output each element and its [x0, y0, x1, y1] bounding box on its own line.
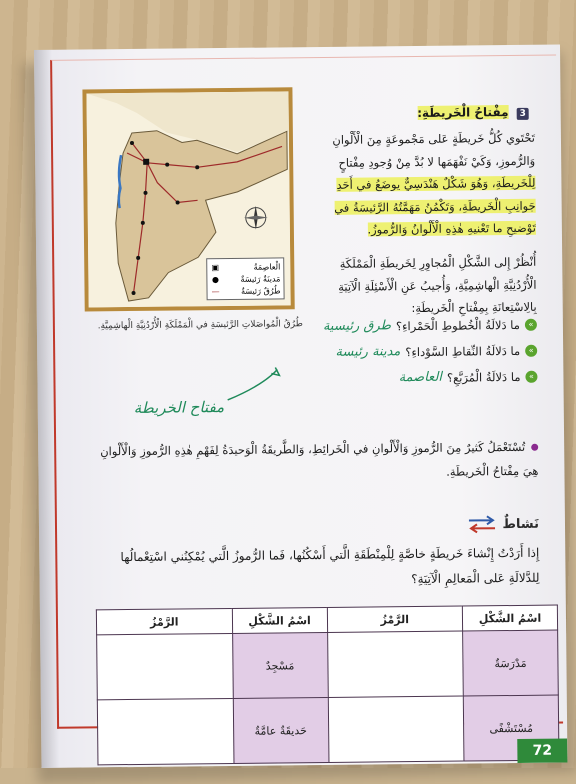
highlighted-line: تَوْضيحِ ما تَعْنيهِ هٰذِهِ الْأَلْوانُ وَالرُّموزُ. [367, 220, 536, 237]
table-header: الرَّمْزُ [327, 606, 463, 632]
map-caption: طُرُقُ الْمُواصَلاتِ الرَّئيسَةِ في الْمَمْلَكَةِ الْأُرْدُنِيَّةِ الْهاشِمِيَّةِ. [97, 319, 303, 332]
summary-bullet-icon [531, 444, 538, 451]
legend-label-capital: الْعاصِمَةُ [253, 261, 281, 272]
question-text: ما دَلالَةُ الْخُطوطِ الْحَمْراءِ؟ [395, 317, 520, 333]
legend-label-city: مَدينَةٌ رَئيسَةٌ [240, 273, 281, 284]
activity-arrows-icon [466, 515, 496, 533]
section-heading [305, 105, 529, 122]
summary-line: تُسْتَعْمَلُ كَثيرٌ مِنَ الرُّموزِ وَالْأَلْوانِ في الْخَرائِطِ، وَالطَّريقَةُ الْوَحيدَةُ لِفَهْمِ هٰذِهِ الرُّموزِ وَالْأَلْوانِ [100, 439, 526, 459]
paragraph-line: وَالرُّموزِ، وَكَيْ نَفْهَمَها لا بُدَّ مِنْ وُجودِ مِفْتاحٍ [338, 153, 536, 170]
symbols-table [96, 605, 560, 766]
section-title: مِفْتاحُ الْخَريطَةِ: [417, 105, 509, 120]
activity-line: لِلدَّلالَةِ عَلى الْمَعالِمِ الْآتِيَةِ؟ [411, 570, 540, 587]
shape-name-cell: مَدْرَسَةٌ [463, 630, 559, 696]
table-header: اسْمُ الشَّكْلِ [232, 607, 327, 633]
paragraph-line: بِالِاسْتِعانَةِ بِمِفْتاحِ الْخَريطَةِ: [411, 299, 537, 316]
symbol-cell [97, 633, 233, 699]
table-row [97, 630, 559, 700]
textbook-page [34, 44, 567, 767]
instruction-paragraph [304, 251, 537, 321]
section-number: 3 [517, 108, 529, 120]
question-bullet-icon: » [525, 344, 537, 356]
paragraph-line: تَحْتَوي كُلُّ خَريطَةٍ عَلى مَجْموعَةٍ مِنَ الْأَلْوانِ [332, 130, 536, 147]
highlighted-line: لِلْخَريطَةِ، وَهُوَ شَكْلٌ هَنْدَسِيٌّ يوضَعُ في أَحَدِ [336, 175, 536, 192]
city-dot-icon: ● [211, 274, 219, 284]
handwritten-answer: طرق رئيسية [322, 318, 392, 334]
handwritten-map-key-label: مفتاح الخريطة [133, 398, 225, 417]
capital-square-icon: ▣ [211, 262, 220, 272]
symbol-cell [327, 631, 463, 697]
table-row [97, 695, 559, 765]
shape-name-cell: مُسْتَشْفًى [463, 695, 559, 761]
legend-row-capital [210, 260, 280, 273]
activity-prompt [101, 541, 539, 596]
highlighted-line: جَوانِبِ الْخَريطَةِ، وَتَكْمُنُ مَهَمَّتُهُ الرَّئيسَةُ في [334, 198, 536, 215]
paragraph-line: أُنْظُرْ إِلى الشَّكْلِ الْمُجاوِرِ لِخَريطَةِ الْمَمْلَكَةِ [339, 254, 537, 271]
map-legend [206, 257, 284, 300]
definition-paragraph [303, 127, 536, 242]
table-header: الرَّمْزُ [96, 608, 232, 634]
summary-paragraph [98, 435, 538, 488]
activity-line: إِذا أَرَدْتُ إِنْشاءَ خَريطَةٍ خاصَّةٍ لِلْمِنْطَقَةِ الَّتي أَسْكُنُها، فَما الرُّموزُ الَّتي يُمْكِنُني اسْتِعْمالُها [120, 545, 540, 565]
paragraph-line: الْأُرْدُنِيَّةِ الْهاشِمِيَّةِ، وَأُجيبُ عَنِ الْأَسْئِلَةِ الْآتِيَةِ [338, 277, 537, 294]
question-square [267, 369, 537, 387]
legend-label-road: طُرُقٌ رَئيسَةٌ [241, 285, 281, 296]
question-text: ما دَلالَةُ الْمُرَبَّعِ؟ [446, 369, 521, 385]
jordan-map [82, 87, 294, 311]
question-red-lines [267, 317, 537, 335]
symbol-cell [97, 698, 233, 764]
handwritten-answer: العاصمة [398, 369, 443, 386]
question-bullet-icon: » [525, 370, 537, 382]
summary-line: هِيَ مِفْتاحُ الْخَريطَةِ. [446, 463, 539, 479]
symbol-cell [328, 696, 464, 762]
page-number: 72 [517, 738, 567, 763]
table-header: اسْمُ الشَّكْلِ [463, 605, 558, 631]
shape-name-cell: حَديقَةٌ عامَّةٌ [233, 697, 329, 763]
handwritten-answer: مدينة رئيسة [335, 344, 401, 360]
legend-row-city [210, 272, 280, 285]
question-black-dots [267, 343, 537, 361]
question-text: ما دَلالَةُ النِّقاطِ السَّوْداءِ؟ [405, 343, 521, 359]
activity-title: نَشاطٌ [502, 516, 540, 532]
road-line-icon: — [211, 286, 220, 296]
activity-heading [459, 515, 539, 534]
shape-name-cell: مَسْجِدٌ [232, 632, 328, 698]
question-bullet-icon: » [525, 318, 537, 330]
legend-row-road [210, 284, 280, 297]
